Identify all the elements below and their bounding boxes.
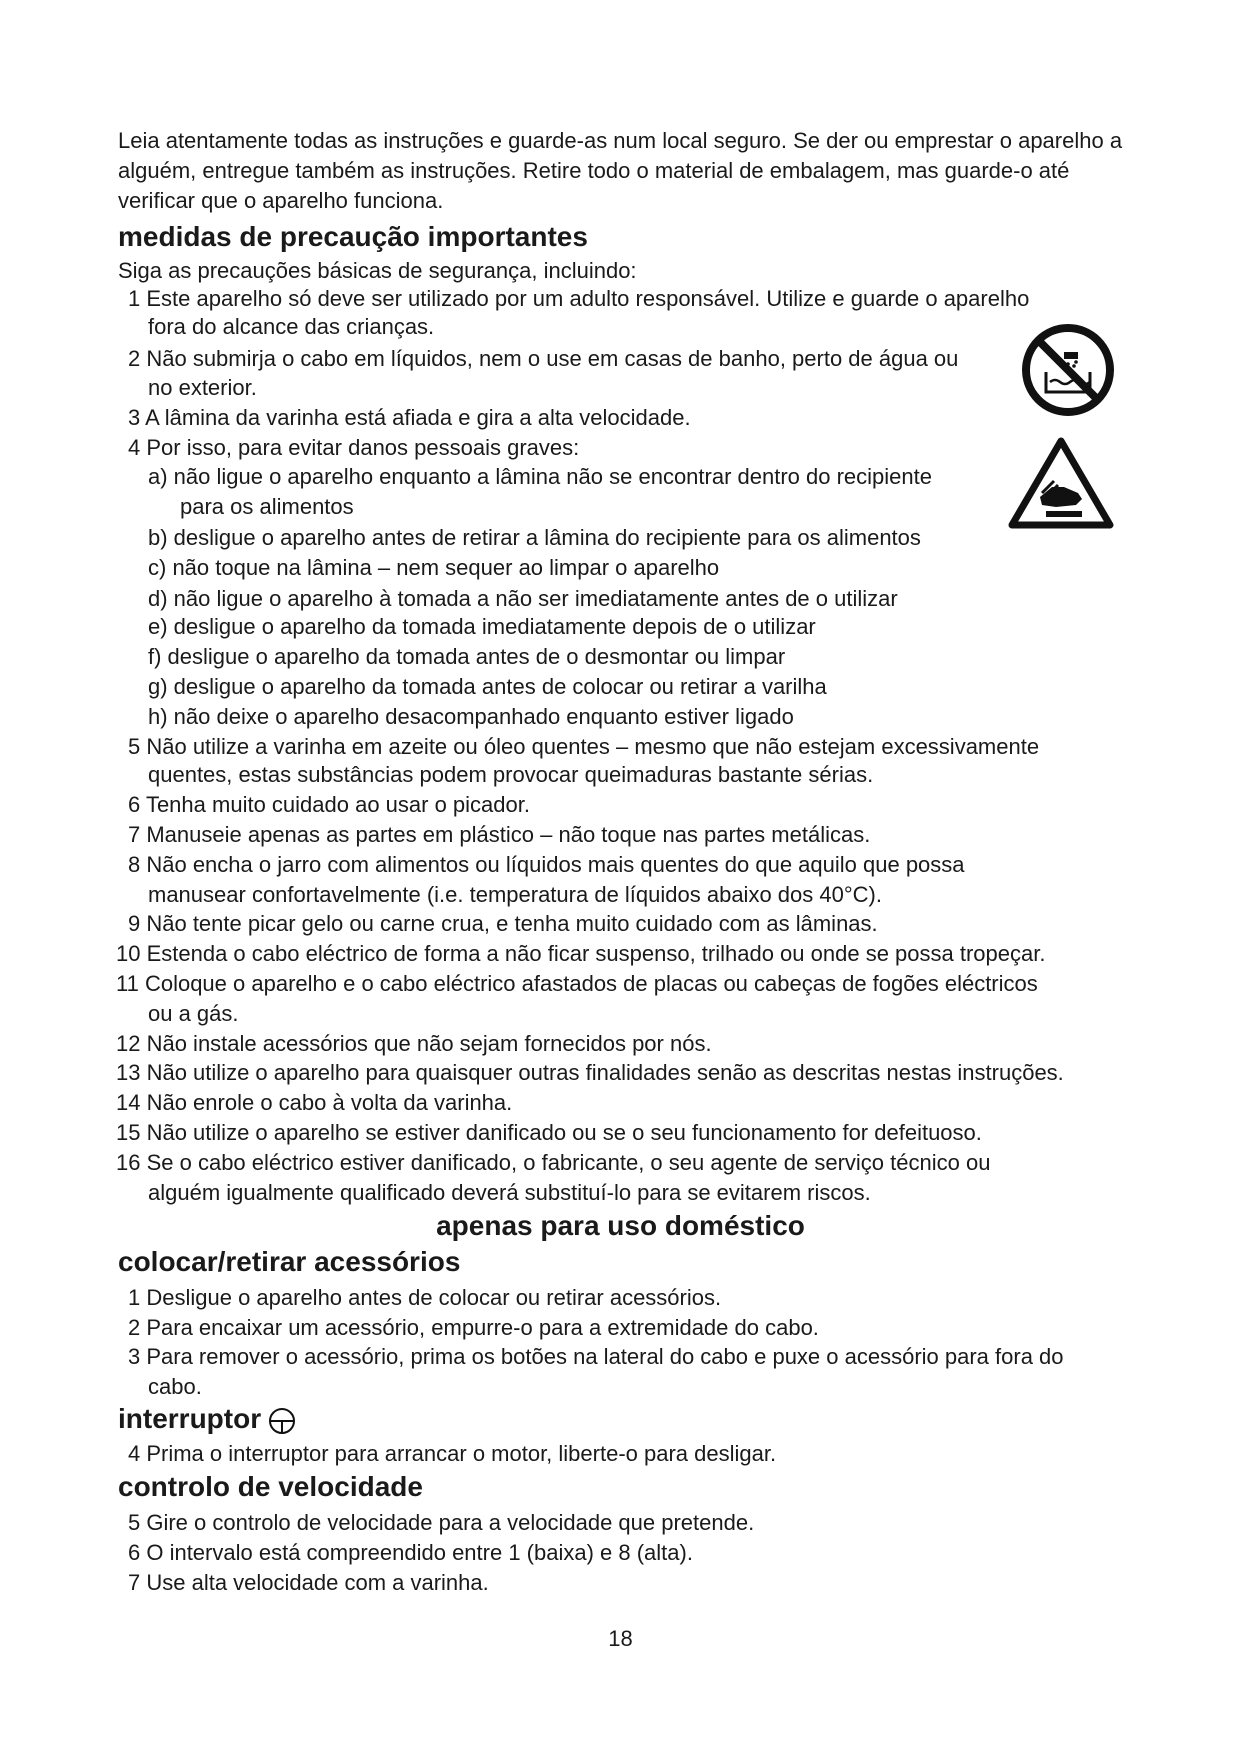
precaution-line: 16 Se o cabo eléctrico estiver danificado, o fabricante, o seu agente de serviço técnico ou <box>116 1150 991 1175</box>
precaution-line: 8 Não encha o jarro com alimentos ou líquidos mais quentes do que aquilo que possa <box>128 852 965 877</box>
precautions-lead: Siga as precauções básicas de segurança, incluindo: <box>118 258 637 283</box>
switch-heading <box>118 1402 297 1436</box>
accessories-line: 2 Para encaixar um acessório, empurre-o para a extremidade do cabo. <box>128 1315 819 1340</box>
precaution-line: no exterior. <box>148 375 257 400</box>
precaution-line: 12 Não instale acessórios que não sejam fornecidos por nós. <box>116 1031 712 1056</box>
precaution-line: 15 Não utilize o aparelho se estiver danificado ou se o seu funcionamento for defeituoso. <box>116 1120 982 1145</box>
intro-paragraph: Leia atentamente todas as instruções e guarde-as num local seguro. Se der ou emprestar o aparelho a alguém, entregue também as instruções. Retire todo o material de embalagem, mas guarde-o até verificar que o aparelho funciona. <box>118 128 1123 213</box>
switch-heading-text: interruptor <box>118 1403 262 1434</box>
speed-heading: controlo de velocidade <box>118 1471 423 1502</box>
precaution-line: 13 Não utilize o aparelho para quaisquer outras finalidades senão as descritas nestas instruções. <box>116 1060 1064 1085</box>
precaution-subline: g) desligue o aparelho da tomada antes de colocar ou retirar a varilha <box>148 674 827 699</box>
accessories-heading: colocar/retirar acessórios <box>118 1246 461 1277</box>
household-use-heading: apenas para uso doméstico <box>436 1210 805 1241</box>
precaution-subline: e) desligue o aparelho da tomada imediatamente depois de o utilizar <box>148 614 816 639</box>
precaution-line: 11 Coloque o aparelho e o cabo eléctrico afastados de placas ou cabeças de fogões eléctricos <box>116 971 1038 996</box>
speed-line: 7 Use alta velocidade com a varinha. <box>128 1570 489 1595</box>
precaution-line: 5 Não utilize a varinha em azeite ou óleo quentes – mesmo que não estejam excessivamente <box>128 734 1040 759</box>
sharp-blade-warning-icon <box>1006 435 1116 531</box>
precaution-subline: c) não toque na lâmina – nem sequer ao limpar o aparelho <box>148 555 720 580</box>
precaution-line: 7 Manuseie apenas as partes em plástico – não toque nas partes metálicas. <box>128 822 871 847</box>
accessories-line: 3 Para remover o acessório, prima os botões na lateral do cabo e puxe o acessório para fora do <box>128 1344 1064 1369</box>
switch-line: 4 Prima o interruptor para arrancar o motor, liberte-o para desligar. <box>128 1441 777 1466</box>
precaution-line: 3 A lâmina da varinha está afiada e gira a alta velocidade. <box>128 405 691 430</box>
page-number: 18 <box>608 1626 633 1651</box>
precaution-line: ou a gás. <box>148 1001 239 1026</box>
precaution-line: quentes, estas substâncias podem provocar queimaduras bastante sérias. <box>148 762 874 787</box>
precaution-subline: d) não ligue o aparelho à tomada a não ser imediatamente antes de o utilizar <box>148 586 898 611</box>
speed-line: 5 Gire o controlo de velocidade para a velocidade que pretende. <box>128 1510 755 1535</box>
accessories-line: cabo. <box>148 1374 202 1399</box>
speed-line: 6 O intervalo está compreendido entre 1 (baixa) e 8 (alta). <box>128 1540 693 1565</box>
no-water-immersion-icon <box>1020 322 1116 418</box>
precaution-line: 6 Tenha muito cuidado ao usar o picador. <box>128 792 530 817</box>
precaution-line: fora do alcance das crianças. <box>148 314 435 339</box>
precaution-line: 4 Por isso, para evitar danos pessoais graves: <box>128 435 580 460</box>
precaution-subline: f) desligue o aparelho da tomada antes de o desmontar ou limpar <box>148 644 786 669</box>
switch-icon <box>267 1406 297 1436</box>
precaution-line: 14 Não enrole o cabo à volta da varinha. <box>116 1090 513 1115</box>
precaution-subline: a) não ligue o aparelho enquanto a lâmina não se encontrar dentro do recipiente <box>148 464 932 489</box>
precaution-line: 2 Não submirja o cabo em líquidos, nem o use em casas de banho, perto de água ou <box>128 346 959 371</box>
precaution-line: 10 Estenda o cabo eléctrico de forma a não ficar suspenso, trilhado ou onde se possa tropeçar. <box>116 941 1046 966</box>
precaution-subline: h) não deixe o aparelho desacompanhado enquanto estiver ligado <box>148 704 794 729</box>
precaution-line: alguém igualmente qualificado deverá substituí-lo para se evitarem riscos. <box>148 1180 871 1205</box>
precaution-line: 9 Não tente picar gelo ou carne crua, e tenha muito cuidado com as lâminas. <box>128 911 878 936</box>
precaution-subline: b) desligue o aparelho antes de retirar a lâmina do recipiente para os alimentos <box>148 525 921 550</box>
precautions-heading: medidas de precaução importantes <box>118 221 588 252</box>
accessories-line: 1 Desligue o aparelho antes de colocar ou retirar acessórios. <box>128 1285 722 1310</box>
precaution-line: manusear confortavelmente (i.e. temperatura de líquidos abaixo dos 40°C). <box>148 882 882 907</box>
precaution-subline: para os alimentos <box>180 494 354 519</box>
precaution-line: 1 Este aparelho só deve ser utilizado por um adulto responsável. Utilize e guarde o aparelho <box>128 286 1030 311</box>
